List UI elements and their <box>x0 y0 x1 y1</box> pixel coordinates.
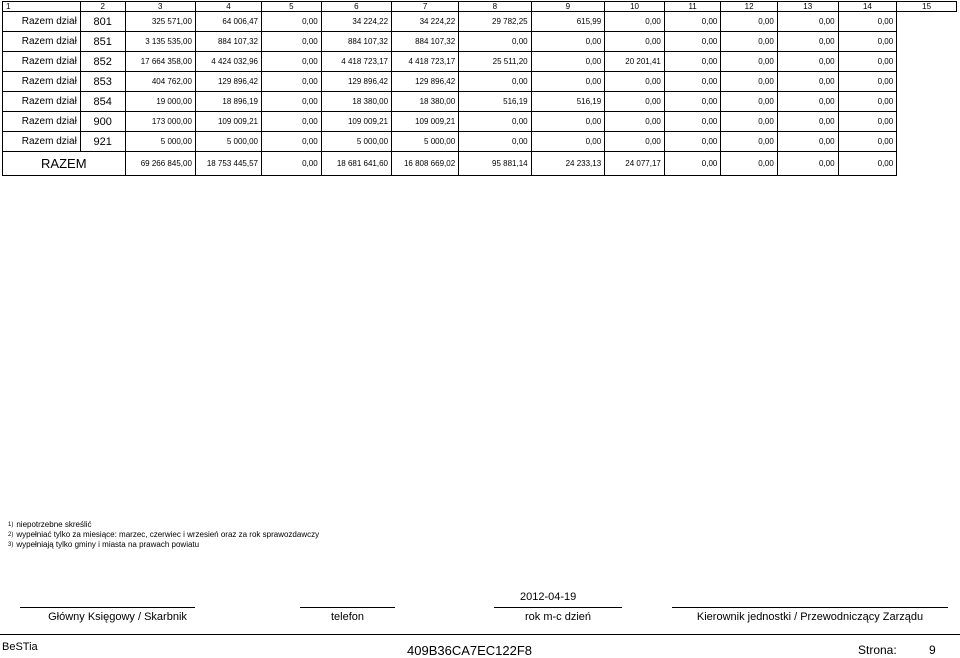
table-cell: 0,00 <box>664 92 720 112</box>
table-cell: 0,00 <box>605 32 665 52</box>
division-code: 801 <box>80 12 125 32</box>
table-cell: 0,00 <box>777 72 838 92</box>
footnote-text: wypełniać tylko za miesiące: marzec, czerwiec i wrzesień oraz za rok sprawozdawczy <box>16 530 320 539</box>
table-cell: 0,00 <box>838 72 897 92</box>
column-number: 3 <box>125 2 195 12</box>
table-cell: 0,00 <box>838 12 897 32</box>
total-cell: 0,00 <box>261 152 321 176</box>
table-cell: 129 896,42 <box>195 72 261 92</box>
division-code: 852 <box>80 52 125 72</box>
table-cell: 18 380,00 <box>321 92 391 112</box>
table-cell: 29 782,25 <box>459 12 531 32</box>
table-cell: 0,00 <box>261 32 321 52</box>
table-cell: 4 424 032,96 <box>195 52 261 72</box>
column-number: 13 <box>777 2 838 12</box>
table-cell: 109 009,21 <box>195 112 261 132</box>
table-cell: 0,00 <box>531 112 605 132</box>
table-cell: 884 107,32 <box>392 32 459 52</box>
footnote-text: niepotrzebne skreślić <box>16 520 92 529</box>
table-cell: 5 000,00 <box>392 132 459 152</box>
phone-signature-line <box>300 607 395 608</box>
table-cell: 129 896,42 <box>321 72 391 92</box>
table-cell: 0,00 <box>777 112 838 132</box>
footnotes <box>8 520 319 550</box>
table-cell: 0,00 <box>261 52 321 72</box>
table-cell: 5 000,00 <box>321 132 391 152</box>
table-row <box>3 72 957 92</box>
accountant-signature-line <box>20 607 195 608</box>
table-cell: 0,00 <box>838 32 897 52</box>
head-signature-label: Kierownik jednostki / Przewodniczący Zarządu <box>696 611 924 623</box>
table-cell: 5 000,00 <box>195 132 261 152</box>
table-cell: 0,00 <box>664 52 720 72</box>
table-cell: 884 107,32 <box>195 32 261 52</box>
row-label: Razem dział <box>3 32 81 52</box>
table-cell: 0,00 <box>721 72 777 92</box>
signature-date: 2012-04-19 <box>520 591 577 603</box>
total-cell: 95 881,14 <box>459 152 531 176</box>
table-cell: 0,00 <box>605 12 665 32</box>
table-cell: 0,00 <box>459 132 531 152</box>
table-cell: 0,00 <box>664 112 720 132</box>
table-cell: 34 224,22 <box>392 12 459 32</box>
table-cell: 5 000,00 <box>125 132 195 152</box>
table-cell: 0,00 <box>838 52 897 72</box>
total-cell: 24 077,17 <box>605 152 665 176</box>
table-row <box>3 32 957 52</box>
table-cell: 0,00 <box>605 132 665 152</box>
table-cell: 0,00 <box>605 92 665 112</box>
row-label: Razem dział <box>3 52 81 72</box>
table-row <box>3 92 957 112</box>
footnote <box>8 530 319 540</box>
table-cell: 17 664 358,00 <box>125 52 195 72</box>
table-cell: 0,00 <box>777 132 838 152</box>
software-name: BeSTia <box>2 641 38 653</box>
table-cell: 0,00 <box>721 92 777 112</box>
column-number: 8 <box>459 2 531 12</box>
total-cell: 69 266 845,00 <box>125 152 195 176</box>
footnote-mark: 3) <box>8 542 14 548</box>
table-row <box>3 52 957 72</box>
row-label: Razem dział <box>3 112 81 132</box>
table-cell: 0,00 <box>777 92 838 112</box>
table-cell: 0,00 <box>777 52 838 72</box>
table-cell: 0,00 <box>721 32 777 52</box>
table-cell: 0,00 <box>459 72 531 92</box>
table-cell: 0,00 <box>531 72 605 92</box>
total-cell: 0,00 <box>777 152 838 176</box>
table-cell: 0,00 <box>838 132 897 152</box>
total-cell: 0,00 <box>721 152 777 176</box>
table-cell: 64 006,47 <box>195 12 261 32</box>
column-number: 5 <box>261 2 321 12</box>
division-code: 921 <box>80 132 125 152</box>
table-cell: 20 201,41 <box>605 52 665 72</box>
footnote-mark: 2) <box>8 532 14 538</box>
column-number: 7 <box>392 2 459 12</box>
table-cell: 18 380,00 <box>392 92 459 112</box>
table-cell: 0,00 <box>531 32 605 52</box>
table-cell: 404 762,00 <box>125 72 195 92</box>
table-cell: 0,00 <box>531 52 605 72</box>
table-cell: 0,00 <box>261 132 321 152</box>
table-cell: 0,00 <box>777 32 838 52</box>
report-body <box>3 2 957 176</box>
footnote-mark: 1) <box>8 522 14 528</box>
table-cell: 3 135 535,00 <box>125 32 195 52</box>
table-cell: 18 896,19 <box>195 92 261 112</box>
date-signature-line <box>494 607 622 608</box>
table-cell: 516,19 <box>531 92 605 112</box>
total-cell: 16 808 669,02 <box>392 152 459 176</box>
table-cell: 4 418 723,17 <box>392 52 459 72</box>
footnote <box>8 520 319 530</box>
table-cell: 109 009,21 <box>392 112 459 132</box>
table-row <box>3 112 957 132</box>
column-number: 6 <box>321 2 391 12</box>
table-cell: 884 107,32 <box>321 32 391 52</box>
table-cell: 0,00 <box>838 92 897 112</box>
row-label: Razem dział <box>3 92 81 112</box>
page-label: Strona: <box>858 643 897 657</box>
column-number: 4 <box>195 2 261 12</box>
table-cell: 0,00 <box>664 132 720 152</box>
table-cell: 25 511,20 <box>459 52 531 72</box>
row-label: Razem dział <box>3 72 81 92</box>
total-cell: 0,00 <box>664 152 720 176</box>
bottom-divider <box>0 634 960 635</box>
page-number: 9 <box>929 643 936 657</box>
table-cell: 0,00 <box>261 72 321 92</box>
report-table <box>2 1 957 176</box>
accountant-signature-label: Główny Księgowy / Skarbnik <box>48 611 187 623</box>
table-cell: 0,00 <box>721 52 777 72</box>
column-number: 14 <box>838 2 897 12</box>
table-cell: 0,00 <box>664 32 720 52</box>
table-cell: 0,00 <box>459 112 531 132</box>
column-number: 11 <box>664 2 720 12</box>
division-code: 851 <box>80 32 125 52</box>
row-label: Razem dział <box>3 12 81 32</box>
division-code: 853 <box>80 72 125 92</box>
table-cell: 325 571,00 <box>125 12 195 32</box>
table-cell: 19 000,00 <box>125 92 195 112</box>
total-row <box>3 152 957 176</box>
column-number: 12 <box>721 2 777 12</box>
table-cell: 0,00 <box>838 112 897 132</box>
phone-label: telefon <box>330 611 365 623</box>
table-cell: 0,00 <box>721 132 777 152</box>
column-number: 10 <box>605 2 665 12</box>
table-cell: 129 896,42 <box>392 72 459 92</box>
table-cell: 109 009,21 <box>321 112 391 132</box>
table-cell: 516,19 <box>459 92 531 112</box>
row-label: Razem dział <box>3 132 81 152</box>
table-cell: 0,00 <box>664 12 720 32</box>
table-cell: 34 224,22 <box>321 12 391 32</box>
table-row <box>3 132 957 152</box>
table-cell: 173 000,00 <box>125 112 195 132</box>
table-cell: 0,00 <box>721 12 777 32</box>
table-cell: 4 418 723,17 <box>321 52 391 72</box>
table-cell: 0,00 <box>721 112 777 132</box>
head-signature-line <box>672 607 948 608</box>
total-cell: 18 681 641,60 <box>321 152 391 176</box>
total-cell: 18 753 445,57 <box>195 152 261 176</box>
total-cell: 0,00 <box>838 152 897 176</box>
table-row <box>3 12 957 32</box>
date-label: rok m-c dzień <box>524 611 592 623</box>
total-label: RAZEM <box>3 152 126 176</box>
table-cell: 0,00 <box>459 32 531 52</box>
column-number: 2 <box>80 2 125 12</box>
column-number: 15 <box>897 2 957 12</box>
table-cell: 0,00 <box>261 12 321 32</box>
table-cell: 0,00 <box>777 12 838 32</box>
division-code: 854 <box>80 92 125 112</box>
column-number-row <box>3 2 957 12</box>
column-number: 1 <box>3 2 81 12</box>
table-cell: 0,00 <box>605 72 665 92</box>
table-cell: 0,00 <box>261 112 321 132</box>
table-cell: 615,99 <box>531 12 605 32</box>
column-number: 9 <box>531 2 605 12</box>
table-cell: 0,00 <box>531 132 605 152</box>
division-code: 900 <box>80 112 125 132</box>
table-cell: 0,00 <box>605 112 665 132</box>
table-cell: 0,00 <box>664 72 720 92</box>
total-cell: 24 233,13 <box>531 152 605 176</box>
document-code: 409B36CA7EC122F8 <box>407 643 533 658</box>
table-cell: 0,00 <box>261 92 321 112</box>
footnote <box>8 540 319 550</box>
footnote-text: wypełniają tylko gminy i miasta na prawach powiatu <box>16 540 200 549</box>
